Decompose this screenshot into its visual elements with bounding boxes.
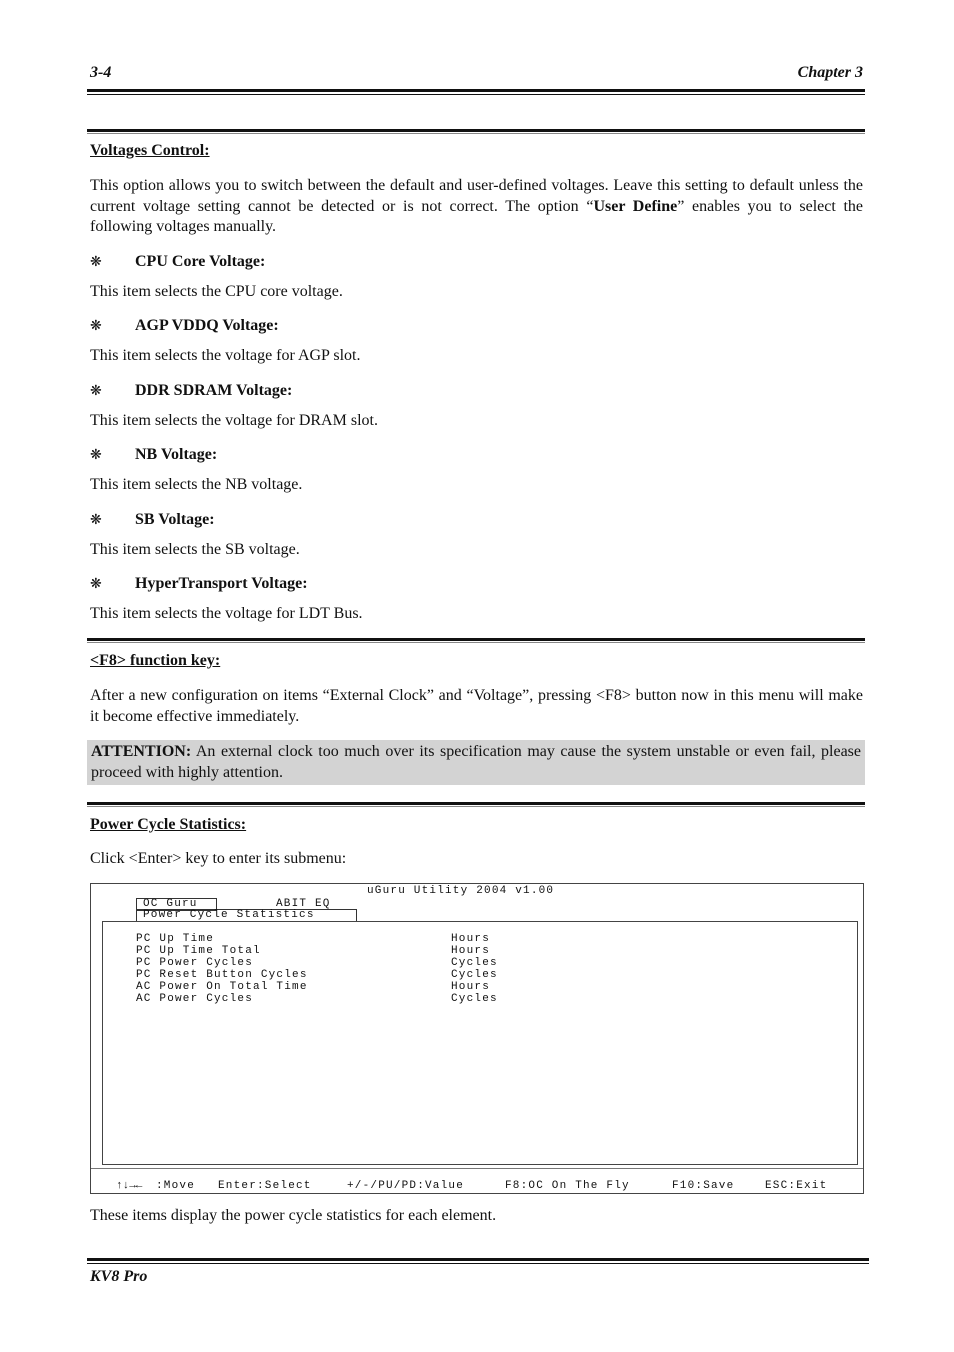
power-outro: These items display the power cycle statistics for each element. bbox=[90, 1207, 497, 1224]
key-oc-on-the-fly: F8:OC On The Fly bbox=[505, 1180, 630, 1192]
voltage-item bbox=[90, 575, 308, 593]
key-exit: ESC:Exit bbox=[765, 1180, 828, 1192]
bullet-icon: ❋ bbox=[90, 448, 102, 463]
key-save: F10:Save bbox=[672, 1180, 735, 1192]
tab-abit-eq[interactable]: ABIT EQ bbox=[276, 898, 331, 910]
bios-screen bbox=[90, 883, 864, 1194]
voltage-item-label: HyperTransport Voltage: bbox=[135, 575, 308, 592]
voltages-intro-tail: ” enables you to select the following voltages manually. bbox=[90, 197, 864, 235]
voltages-intro bbox=[90, 176, 863, 238]
header-rule-thin bbox=[87, 94, 865, 95]
key-select: Enter:Select bbox=[218, 1180, 312, 1192]
bios-row-unit: Cycles bbox=[451, 957, 498, 969]
voltage-item bbox=[90, 317, 279, 335]
bios-row-unit: Hours bbox=[451, 945, 491, 957]
chapter-label: Chapter 3 bbox=[797, 64, 863, 81]
voltages-intro-bold: User Define bbox=[593, 197, 678, 215]
bios-row-label[interactable]: PC Up Time Total bbox=[136, 945, 261, 957]
voltages-title: Voltages Control: bbox=[90, 142, 210, 159]
f8-title: <F8> function key: bbox=[90, 652, 221, 669]
bios-row-unit: Cycles bbox=[451, 969, 498, 981]
tab-oc-guru-label: OC Guru bbox=[143, 898, 198, 910]
power-title: Power Cycle Statistics: bbox=[90, 816, 247, 833]
f8-body: After a new configuration on items “External Clock” and “Voltage”, pressing <F8> button now in this menu will make it become effective immediately. bbox=[90, 687, 863, 725]
voltage-item-desc: This item selects the SB voltage. bbox=[90, 541, 300, 558]
bios-row-label[interactable]: PC Up Time bbox=[136, 933, 215, 945]
product-name: KV8 Pro bbox=[90, 1268, 148, 1285]
voltage-item bbox=[90, 446, 217, 464]
voltage-item-desc: This item selects the voltage for AGP slot. bbox=[90, 347, 361, 364]
footer-rule-thin bbox=[87, 1263, 869, 1264]
section-rule-thin bbox=[87, 806, 865, 807]
bios-row-unit: Hours bbox=[451, 981, 491, 993]
voltages-intro-text: This option allows you to switch between the default and user-defined voltages. Leave this setting to default unless the current voltage setting cannot be detected or is not correct. The option “ bbox=[90, 177, 863, 215]
bios-title: uGuru Utility 2004 v1.00 bbox=[367, 885, 555, 897]
arrow-keys-icon: ↑↓→← bbox=[116, 1180, 143, 1192]
voltage-item-desc: This item selects the voltage for DRAM slot. bbox=[90, 412, 378, 429]
section-rule bbox=[87, 802, 865, 805]
voltage-item-desc: This item selects the NB voltage. bbox=[90, 476, 303, 493]
bios-footer-rule bbox=[91, 1168, 863, 1169]
section-rule-thin bbox=[87, 642, 865, 643]
voltage-item bbox=[90, 511, 215, 529]
subtab-label: Power Cycle Statistics bbox=[143, 909, 315, 921]
bullet-icon: ❋ bbox=[90, 577, 102, 592]
section-rule-thin bbox=[87, 133, 865, 134]
attention-label: ATTENTION: bbox=[91, 743, 192, 760]
voltage-item bbox=[90, 253, 265, 271]
section-rule bbox=[87, 129, 865, 132]
bullet-icon: ❋ bbox=[90, 513, 102, 528]
footer-rule bbox=[87, 1258, 869, 1261]
bios-row-unit: Cycles bbox=[451, 993, 498, 1005]
voltage-item-label: DDR SDRAM Voltage: bbox=[135, 382, 293, 399]
attention-box bbox=[87, 740, 865, 785]
attention-text: An external clock too much over its specification may cause the system unstable or even fail, please proceed with highly attention. bbox=[91, 743, 861, 781]
bullet-icon: ❋ bbox=[90, 255, 102, 270]
power-intro: Click <Enter> key to enter its submenu: bbox=[90, 850, 347, 867]
page-number: 3-4 bbox=[90, 64, 112, 81]
key-value: +/-/PU/PD:Value bbox=[347, 1180, 465, 1192]
voltage-item bbox=[90, 382, 292, 400]
voltage-item-label: CPU Core Voltage: bbox=[135, 253, 266, 270]
bios-row-label[interactable]: AC Power Cycles bbox=[136, 993, 254, 1005]
bios-row-label[interactable]: PC Power Cycles bbox=[136, 957, 254, 969]
section-rule bbox=[87, 638, 865, 641]
header-rule bbox=[87, 89, 865, 92]
voltage-item-label: SB Voltage: bbox=[135, 511, 215, 528]
voltage-item-label: AGP VDDQ Voltage: bbox=[135, 317, 279, 334]
bullet-icon: ❋ bbox=[90, 384, 102, 399]
voltage-item-desc: This item selects the voltage for LDT Bus. bbox=[90, 605, 363, 622]
bios-row-unit: Hours bbox=[451, 933, 491, 945]
key-move: :Move bbox=[156, 1180, 196, 1192]
bios-row-label[interactable]: PC Reset Button Cycles bbox=[136, 969, 308, 981]
bios-content-panel bbox=[102, 921, 858, 1165]
voltage-item-desc: This item selects the CPU core voltage. bbox=[90, 283, 343, 300]
voltage-item-label: NB Voltage: bbox=[135, 446, 218, 463]
bullet-icon: ❋ bbox=[90, 319, 102, 334]
bios-row-label[interactable]: AC Power On Total Time bbox=[136, 981, 308, 993]
